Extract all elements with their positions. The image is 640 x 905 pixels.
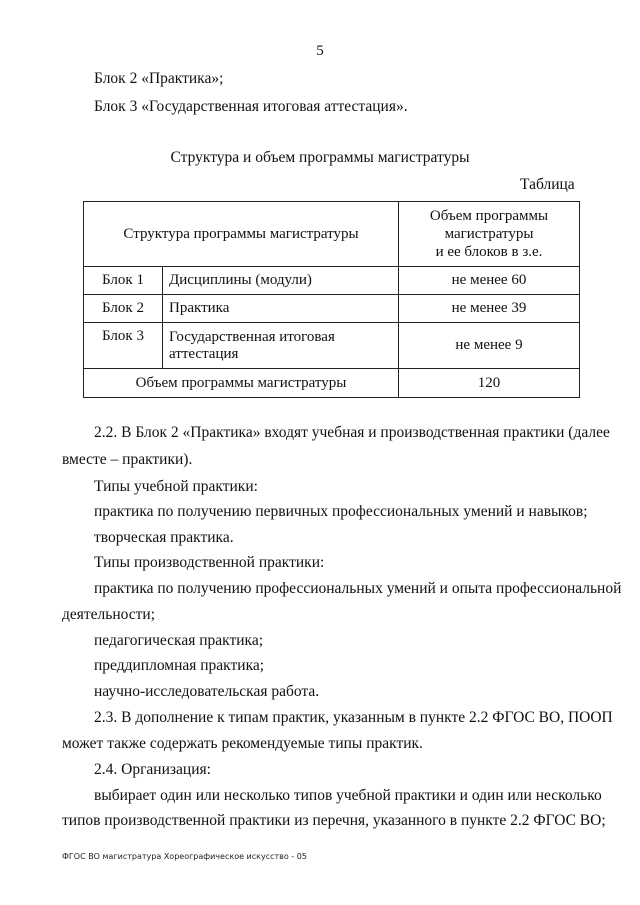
production-practice-types-heading: Типы производственной практики: bbox=[94, 554, 325, 571]
block-cell: Блок 1 bbox=[84, 267, 163, 295]
paragraph-2-3-line: может также содержать рекомендуемые типы практик. bbox=[62, 735, 423, 752]
paragraph-2-3-line: 2.3. В дополнение к типам практик, указанным в пункте 2.2 ФГОС ВО, ПООП bbox=[94, 709, 613, 726]
block-cell: Блок 2 bbox=[84, 295, 163, 323]
paragraph-2-4-line: типов производственной практики из перечня, указанного в пункте 2.2 ФГОС ВО; bbox=[62, 812, 606, 829]
block-name-cell: Практика bbox=[163, 295, 399, 323]
production-practice-type: практика по получению профессиональных умений и опыта профессиональной bbox=[94, 580, 622, 597]
paragraph-2-2-line: 2.2. В Блок 2 «Практика» входят учебная и производственная практики (далее bbox=[94, 424, 610, 441]
header-structure-cell: Структура программы магистратуры bbox=[84, 202, 399, 267]
intro-line-block-2: Блок 2 «Практика»; bbox=[94, 70, 224, 87]
block-name-cell: Государственная итоговая аттестация bbox=[163, 323, 399, 369]
document-footer: ФГОС ВО магистратура Хореографическое искусство - 05 bbox=[62, 852, 307, 861]
production-practice-type: преддипломная практика; bbox=[94, 657, 265, 674]
paragraph-2-4-line: выбирает один или несколько типов учебной практики и один или несколько bbox=[94, 787, 602, 804]
table-label: Таблица bbox=[520, 176, 575, 193]
production-practice-type: педагогическая практика; bbox=[94, 632, 264, 649]
table-title: Структура и объем программы магистратуры bbox=[170, 149, 470, 166]
block-volume-cell: не менее 60 bbox=[399, 267, 580, 295]
total-label-cell: Объем программы магистратуры bbox=[84, 369, 399, 398]
page-number: 5 bbox=[316, 43, 324, 59]
production-practice-type-continued: деятельности; bbox=[62, 606, 156, 623]
table-row bbox=[84, 295, 580, 323]
paragraph-2-2-line: вместе – практики). bbox=[62, 451, 193, 468]
paragraph-2-4-heading: 2.4. Организация: bbox=[94, 761, 211, 778]
study-practice-type: творческая практика. bbox=[94, 529, 234, 546]
total-value-cell: 120 bbox=[399, 369, 580, 398]
header-volume-line: магистратуры bbox=[444, 226, 534, 242]
block-cell: Блок 3 bbox=[84, 323, 163, 369]
table-row bbox=[84, 323, 580, 369]
block-volume-cell: не менее 39 bbox=[399, 295, 580, 323]
block-name-cell: Дисциплины (модули) bbox=[163, 267, 399, 295]
table-row bbox=[84, 267, 580, 295]
production-practice-type: научно-исследовательская работа. bbox=[94, 683, 320, 700]
header-volume-line: и ее блоков в з.е. bbox=[435, 244, 543, 260]
study-practice-types-heading: Типы учебной практики: bbox=[94, 478, 258, 495]
table-header-row bbox=[84, 202, 580, 267]
structure-table bbox=[83, 201, 580, 398]
study-practice-type: практика по получению первичных профессиональных умений и навыков; bbox=[94, 503, 588, 520]
intro-line-block-3: Блок 3 «Государственная итоговая аттестация». bbox=[94, 98, 408, 115]
table-total-row bbox=[84, 369, 580, 398]
block-volume-cell: не менее 9 bbox=[399, 323, 580, 369]
header-volume-cell bbox=[399, 202, 580, 267]
header-volume-line: Объем программы bbox=[429, 208, 549, 224]
